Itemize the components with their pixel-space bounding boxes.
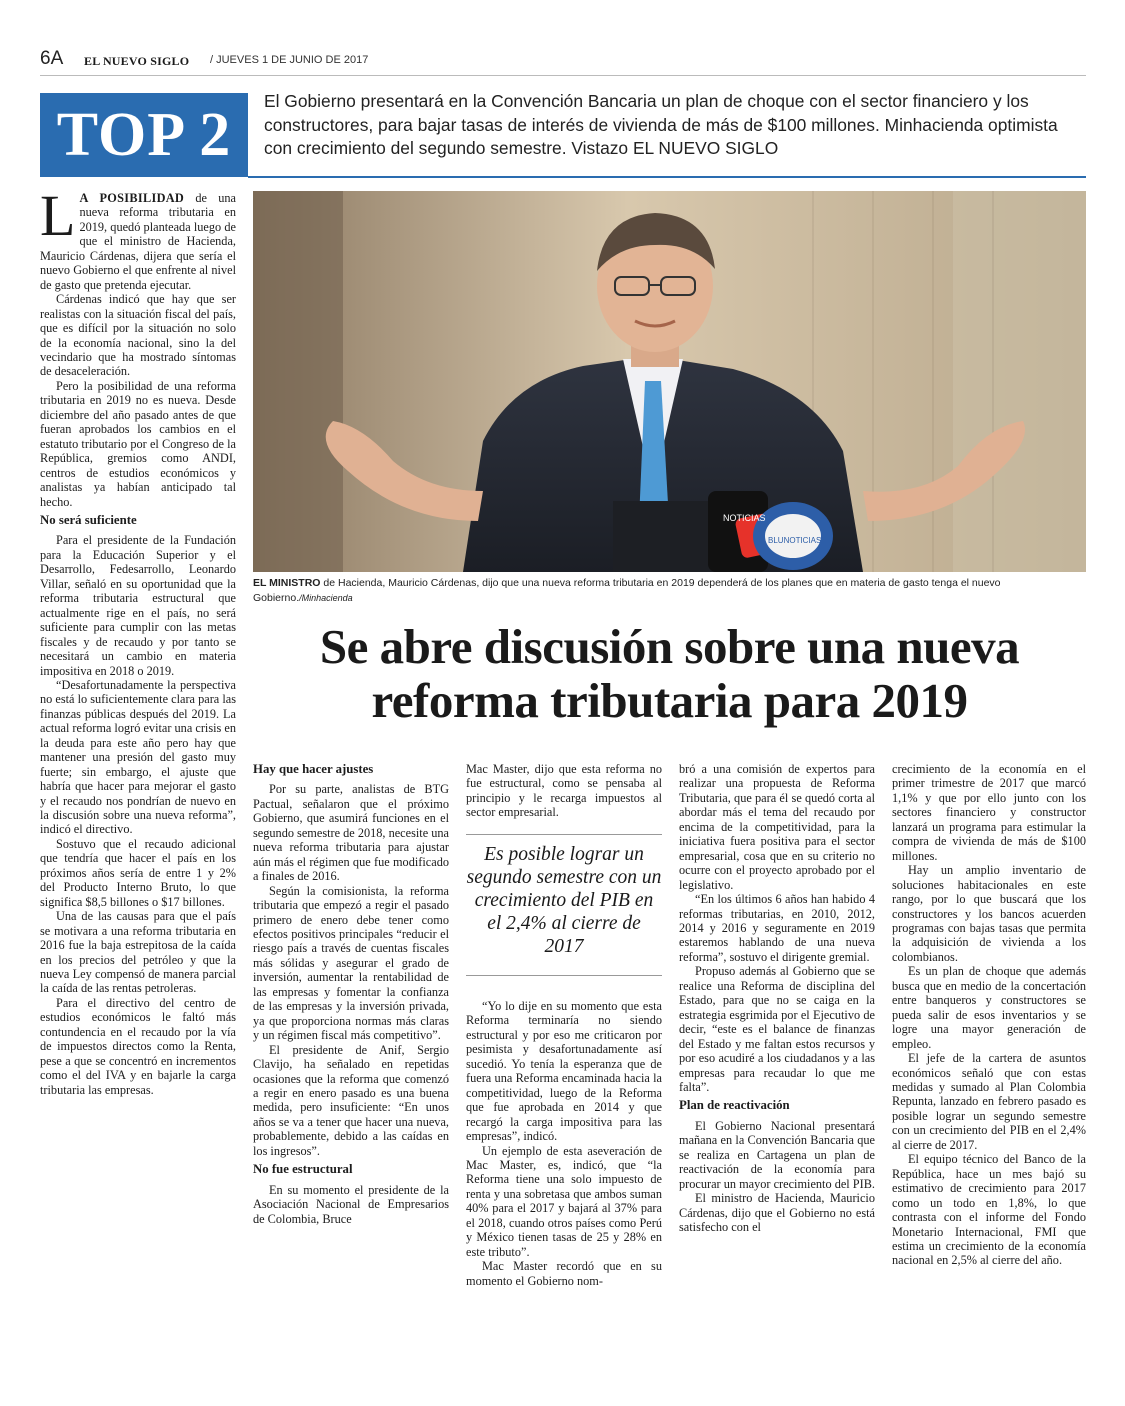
article-paragraph: Sostuvo que el recaudo adicional que tendría que hacer el país en los próximos años sería de entre 1 y 2% del Producto Interno Bruto, lo que significa $8,5 billones o $17 billones. <box>40 836 236 909</box>
microphones <box>613 491 833 572</box>
minister-photo <box>253 191 1086 572</box>
article-paragraph: El Gobierno Nacional presentará mañana en la Convención Bancaria que se realiza en Cartagena un plan de reactivación de la economía para procurar un mayor crecimiento del PIB. <box>679 1118 875 1191</box>
article-paragraph <box>40 183 236 292</box>
headline: Se abre discusión sobre una nueva reforma tributaria para 2019 <box>319 619 1020 728</box>
drop-cap: L <box>40 183 76 248</box>
article-paragraph: “Yo lo dije en su momento que esta Reforma terminaría no siendo estructural y por eso me criticaron por pesimista y desafortunadamente así sucedió. Yo tenía la esperanza que de fuera una Reforma encaminada hacia la competitividad, luego de la Reforma que fue aprobada en 2014 y que recargó la carga impositiva para las empresas”, indicó. <box>466 999 662 1144</box>
pullquote-rule <box>466 834 662 835</box>
article-paragraph: El presidente de Anif, Sergio Clavijo, ha señalado en repetidas ocasiones que la reforma que comenzó a regir en enero pasado es una buena medida, pero insuficiente: “En unos años se va a tener que hacer una nueva, probablemente, debido a las caídas en los ingresos”. <box>253 1042 449 1158</box>
summary-lead: El Gobierno presentará en la Convención Bancaria un plan de choque con el sector financiero y los constructores, para bajar tasas de interés de vivienda de más de $100 millones. Minhacienda optimista con crecimiento del segundo semestre. Vistazo EL NUEVO SIGLO <box>264 91 1058 158</box>
photo-caption <box>253 576 1086 606</box>
article-column-4 <box>679 762 875 1235</box>
mic-label-noticias: NOTICIAS <box>723 513 766 523</box>
article-paragraph: bró a una comisión de expertos para realizar una propuesta de Reforma Tributaria, que para él se quedó corta al abordar más el tema del recaudo por encima de la competitividad, para la iniciativa fuera positiva para el sector empresarial, cosa que en su criterio no ocurre con el proyecto aprobado por el legislativo. <box>679 762 875 892</box>
subhead: Hay que hacer ajustes <box>253 762 374 776</box>
article-paragraph: Pero la posibilidad de una reforma tributaria en 2019 no es nueva. Desde diciembre del año pasado antes de que fueran aprobados los cambios en el estatuto tributario por el Congreso de la República, gremios como ANDI, centros de estudios económicos y analistas ya habían anticipado tal hecho. <box>40 378 236 509</box>
article-paragraph: Mac Master recordó que en su momento el Gobierno nom- <box>466 1259 662 1288</box>
article-paragraph: Por su parte, analistas de BTG Pactual, señalaron que el próximo Gobierno, que asumirá funciones en el segundo semestre de 2018, necesite una nueva reforma tributaria para ajustar aún más el régimen que fue modificado a finales de 2016. <box>253 782 450 884</box>
article-paragraph: Es un plan de choque que además busca que en medio de la concertación entre banqueros y constructores se pueda salir de esos inventarios y se logre una mayor generación de empleo. <box>892 964 1086 1051</box>
article-paragraph: En su momento el presidente de la Asociación Nacional de Empresarios de Colombia, Bruce <box>253 1182 449 1226</box>
article-paragraph: Para el presidente de la Fundación para la Educación Superior y el Desarrollo, Fedesarrollo, Leonardo Villar, señaló en su oportunidad que la reforma tributaria estructural que actualmente rige en el país, no será suficiente para cumplir con las metas fiscales y de recaudo y por tanto se necesitará un cambio en materia impositiva en 2018 o 2019. <box>40 533 236 678</box>
article-column-3-continued <box>466 999 662 1288</box>
lead-rule <box>248 176 1086 178</box>
article-paragraph: Una de las causas para que el país se motivara a una reforma tributaria en 2016 fue la baja estrepitosa de la caída en los precios del petróleo y que la nueva Ley compensó de manera parcial la caída de las rentas petroleras. <box>40 909 236 996</box>
photo-illustration <box>253 191 1086 572</box>
caption-lead: EL MINISTRO <box>253 577 321 589</box>
article-paragraph: Mac Master, dijo que esta reforma no fue estructural, como se pensaba al principio y le recarga impuestos al sector empresarial. <box>466 762 662 820</box>
subhead: No fue estructural <box>253 1162 353 1177</box>
subhead: No será suficiente <box>40 512 137 527</box>
article-column-1 <box>40 183 236 1097</box>
article-column-3 <box>466 762 662 820</box>
page-header <box>40 48 1086 76</box>
header-rule <box>40 75 1086 76</box>
article-paragraph: Cárdenas indicó que hay que ser realistas con la situación fiscal del país, que es difícil por la situación no solo de la economía nacional, sino la del vecindario que ha mostrado síntomas de desaceleración. <box>40 292 236 379</box>
article-paragraph: “En los últimos 6 años han habido 4 reformas tributarias, en 2010, 2012, 2014 y 2016 y seguramente en 2019 estaremos hablando de una nueva reforma”, sostuvo el dirigente gremial. <box>679 892 875 964</box>
article-paragraph: El equipo técnico del Banco de la República, hace un mes bajó su estimativo de crecimiento para 2017 como un todo en 1,8%, lo que contrasta con el informe del Fondo Monetario Internacional, FMI que estima un crecimiento de la economía nacional en 2,5% al cierre del año. <box>892 1152 1086 1268</box>
article-paragraph: Según la comisionista, la reforma tributaria que empezó a regir el pasado primero de enero debe tener como efectos positivos principales “reducir el riesgo país a través de cuentas fiscales más sólidas y asegurar el grado de inversión, aumentar la rentabilidad de las empresas y fomentar la confianza de las empresas y la inversión privada, ya que proporciona normas más claras y un régimen fiscal más competitivo”. <box>253 883 449 1043</box>
article-paragraph: Propuso además al Gobierno que se realice una Reforma de disciplina del Estado, para que no se caiga en la estrategia esgrimida por el Ejecutivo de decir, “este es el balance de finanzas del Estado y me faltan estos recursos y por eso acudiré a los ciudadanos y a las empresas para recaudar lo que me falta”. <box>679 964 875 1094</box>
article-column-2 <box>253 762 449 1226</box>
mic-label-blunoticias: BLUNOTICIAS <box>768 536 822 545</box>
article-paragraph: crecimiento de la economía en el primer trimestre de 2017 que marcó 1,1% y que por ello junto con los sectores financiero y constructor lanzará un programa para estimular la compra de vivienda de más de $100 millones. <box>892 762 1086 863</box>
article-column-5 <box>892 762 1086 1268</box>
caption-text: de Hacienda, Mauricio Cárdenas, dijo que una nueva reforma tributaria en 2019 dependerá de los planes que en materia de gasto tenga el nuevo Gobierno. <box>253 577 1001 604</box>
pull-quote: Es posible lograr un segundo semestre con un crecimiento del PIB en el 2,4% al cierre de 2017 <box>466 844 662 957</box>
issue-date: / JUEVES 1 DE JUNIO DE 2017 <box>210 54 369 66</box>
article-paragraph: Un ejemplo de esta aseveración de Mac Master, es, indicó, que “la Reforma tiene una solo impuesto de renta y una sobretasa que ambos suman 40% para el 2017 y bajará al 37% para el 2018, cuando otros países como Perú y México tienen tasas de 25 y 28% en este tributo”. <box>466 1143 662 1259</box>
article-paragraph: Para el directivo del centro de estudios económicos le faltó más contundencia en el recaudo por la vía de impuestos directos como la Renta, pese a que se concentró en incrementos como el del IVA y en bajarle la carga tributaria las empresas. <box>40 995 236 1097</box>
publication-name: EL NUEVO SIGLO <box>84 54 190 68</box>
article-paragraph: “Desafortunadamente la perspectiva no está lo suficientemente clara para las finanzas públicas después del 2019. La actual reforma logró evitar una crisis en la deuda para este año pero hay que mantener una presión del gasto muy fuerte; sin embargo, el ajuste que habría que hacer para mejorar el gasto y el recaudo nos pondrían de nuevo en la discusión sobre una nueva reforma”, indicó el directivo. <box>40 677 236 837</box>
article-paragraph: Hay un amplio inventario de soluciones habitacionales en este rango, por lo que buscará que los constructores y los bancos acuerden programas con bajas tasas que permita la adquisición de vivienda a los colombianos. <box>892 863 1086 964</box>
lead-caps: A POSIBILIDAD <box>79 191 185 205</box>
article-paragraph: El jefe de la cartera de asuntos económicos señaló que con estas medidas y sumado al Plan Colombia Repunta, lanzado en febrero pasado es posible lograr un segundo semestre con un crecimiento del PIB en el 2,4% al cierre de 2017. <box>892 1051 1086 1152</box>
subhead: Plan de reactivación <box>679 1098 790 1113</box>
page-number: 6A <box>40 48 64 69</box>
article-paragraph: El ministro de Hacienda, Mauricio Cárdenas, dijo que el Gobierno no está satisfecho con el <box>679 1191 875 1235</box>
pullquote-rule <box>466 975 662 976</box>
photo-credit: /Minhacienda <box>299 593 353 603</box>
lead-text: de una nueva reforma tributaria en 2019, quedó planteada luego de que el ministro de Hacienda, Mauricio Cárdenas, dijera que sería el nuevo Gobierno el que enfrente al nivel de gasto que pretenda ejecutar. <box>40 191 236 292</box>
section-badge: TOP 2 <box>40 93 248 177</box>
